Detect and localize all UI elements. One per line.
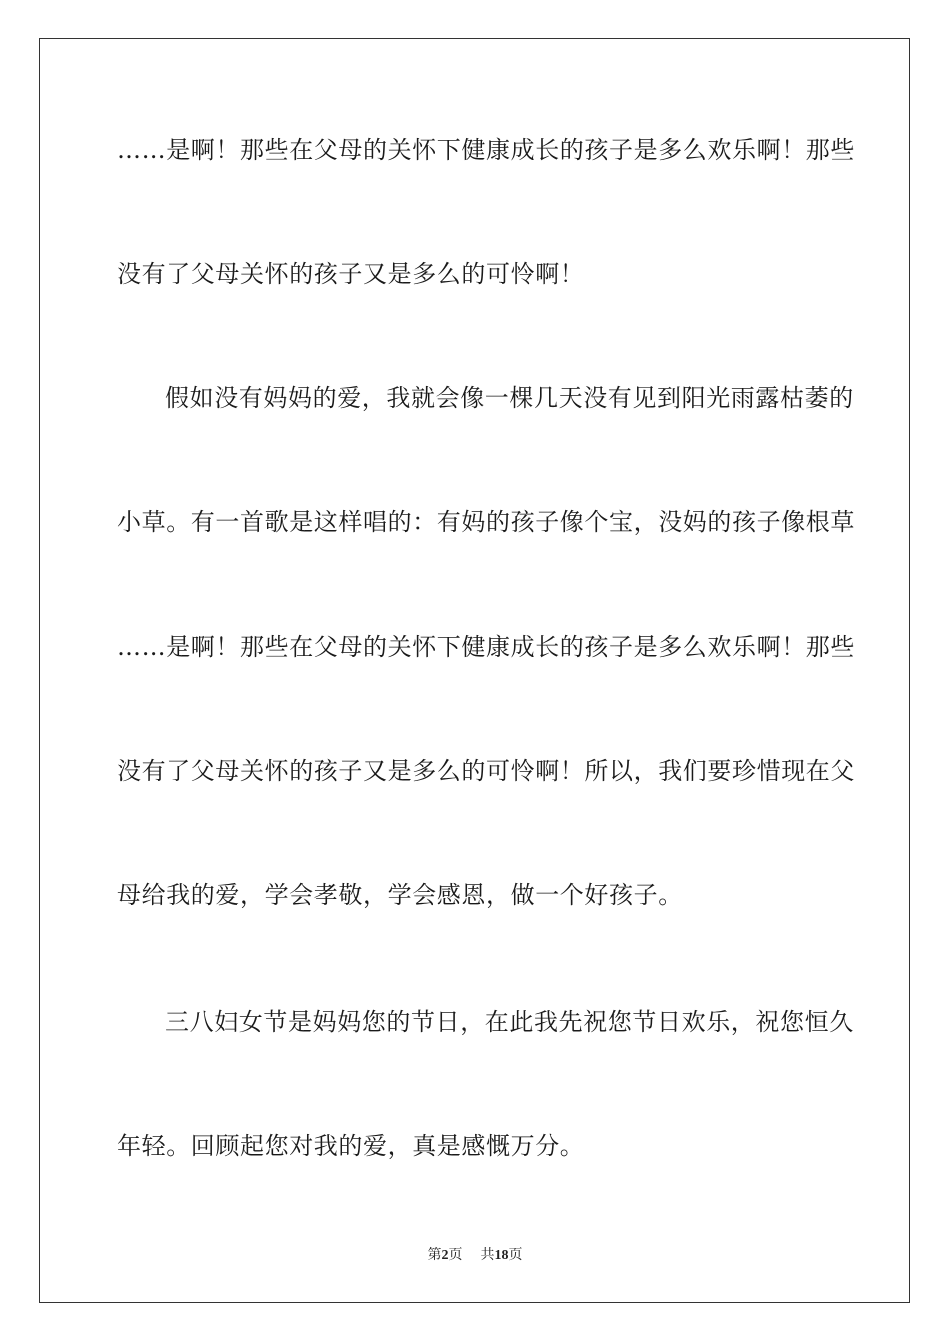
paragraph-line: 三八妇女节是妈妈您的节日，在此我先祝您节日欢乐，祝您恒久 bbox=[165, 1008, 854, 1036]
page-footer bbox=[0, 1247, 950, 1265]
total-pages: 18 bbox=[494, 1248, 509, 1263]
paragraph-line: 年轻。回顾起您对我的爱，真是感慨万分。 bbox=[117, 1132, 585, 1160]
paragraph-line: ……是啊！那些在父母的关怀下健康成长的孩子是多么欢乐啊！那些 bbox=[117, 633, 855, 661]
paragraph-line: 假如没有妈妈的爱，我就会像一棵几天没有见到阳光雨露枯萎的 bbox=[165, 384, 854, 412]
paragraph-line: 没有了父母关怀的孩子又是多么的可怜啊！所以，我们要珍惜现在父 bbox=[117, 757, 855, 785]
paragraph-line: ……是啊！那些在父母的关怀下健康成长的孩子是多么欢乐啊！那些 bbox=[117, 136, 855, 164]
page-prefix: 第 bbox=[427, 1248, 442, 1263]
total-suffix: 页 bbox=[508, 1248, 523, 1263]
total-prefix: 共 bbox=[480, 1248, 495, 1263]
page-number: 2 bbox=[441, 1248, 449, 1263]
paragraph-line: 小草。有一首歌是这样唱的：有妈的孩子像个宝，没妈的孩子像根草 bbox=[117, 508, 855, 536]
paragraph-line: 没有了父母关怀的孩子又是多么的可怜啊！ bbox=[117, 260, 585, 288]
page-border bbox=[39, 38, 910, 1303]
page-suffix: 页 bbox=[448, 1248, 463, 1263]
paragraph-line: 母给我的爱，学会孝敬，学会感恩，做一个好孩子。 bbox=[117, 881, 683, 909]
